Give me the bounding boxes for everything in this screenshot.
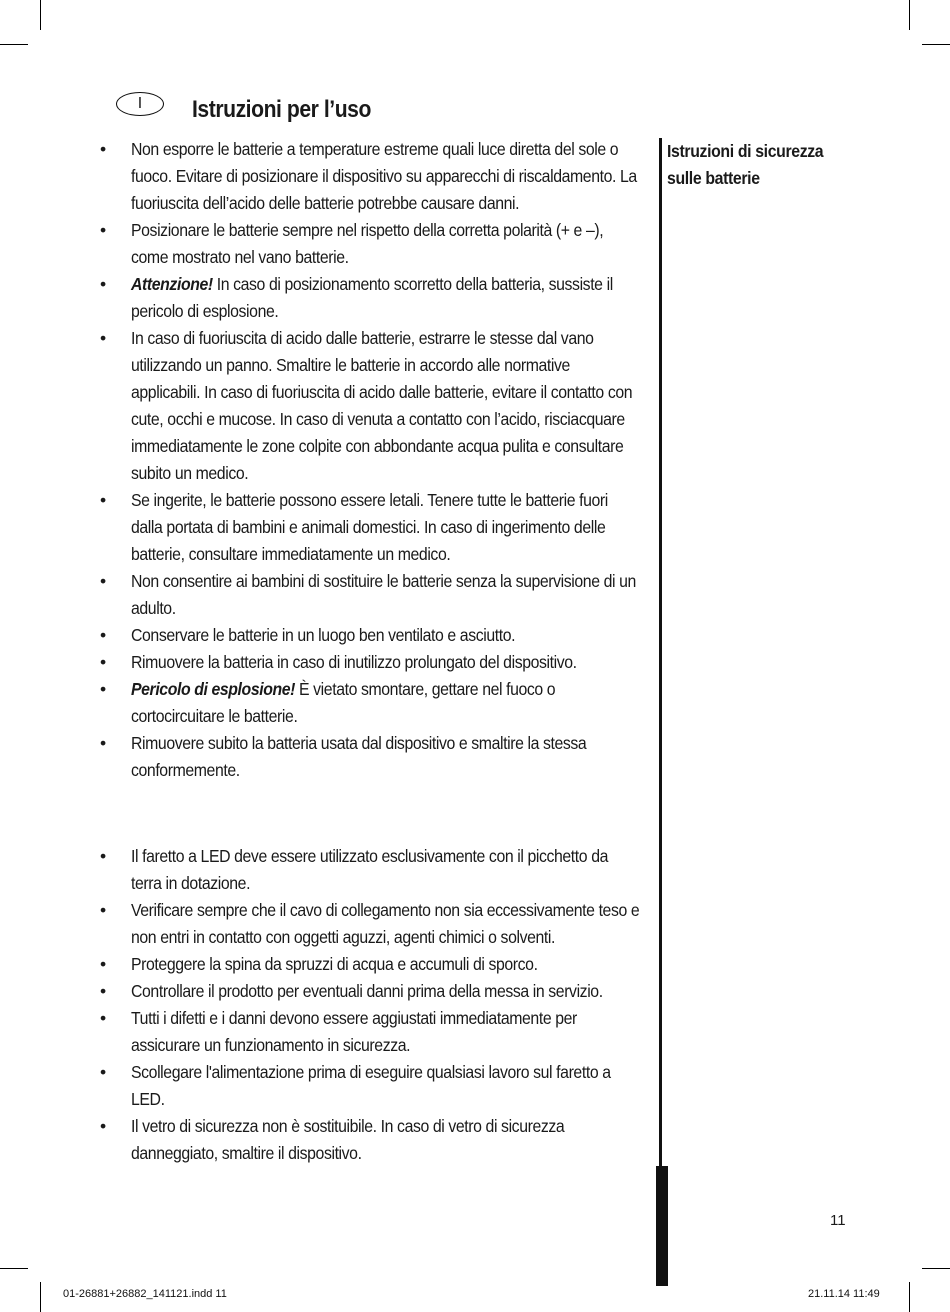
crop-mark [40, 1282, 41, 1312]
bullet-icon: • [100, 1062, 106, 1082]
instruction-text: Posizionare le batterie sempre nel rispetto della corretta polarità (+ e –), come mostrato nel vano batterie. [131, 220, 604, 267]
list-item [100, 649, 660, 676]
instruction-text: Conservare le batterie in un luogo ben ventilato e asciutto. [131, 625, 516, 645]
list-item-text [131, 951, 640, 978]
bullet-icon: • [100, 328, 106, 348]
warning-label: Attenzione! [131, 274, 213, 294]
bullet-icon: • [100, 220, 106, 240]
list-item-text [131, 730, 640, 784]
list-item [100, 951, 660, 978]
list-item [100, 897, 660, 951]
bullet-icon: • [100, 625, 106, 645]
list-item [100, 1113, 660, 1167]
list-item-text [131, 271, 640, 325]
instruction-text: Il faretto a LED deve essere utilizzato esclusivamente con il picchetto da terra in dotazione. [131, 846, 608, 893]
instruction-text: Non esporre le batterie a temperature estreme quali luce diretta del sole o fuoco. Evitare di posizionare il dispositivo su apparecchi di riscaldamento. La fuoriuscita dell’acido delle batterie potrebbe causare danni. [131, 139, 637, 213]
list-item-text [131, 217, 640, 271]
list-item [100, 622, 660, 649]
list-item [100, 271, 660, 325]
crop-mark [40, 0, 41, 30]
bullet-icon: • [100, 490, 106, 510]
instruction-text: Controllare il prodotto per eventuali danni prima della messa in servizio. [131, 981, 603, 1001]
bullet-icon: • [100, 846, 106, 866]
section-tab-marker [656, 1166, 668, 1286]
bullet-icon: • [100, 571, 106, 591]
crop-mark [0, 44, 28, 45]
list-item-text [131, 1005, 640, 1059]
list-item [100, 487, 660, 568]
bullet-icon: • [100, 733, 106, 753]
list-item-text [131, 622, 640, 649]
instruction-text: Se ingerite, le batterie possono essere letali. Tenere tutte le batterie fuori dalla portata di bambini e animali domestici. In caso di ingerimento delle batterie, consultare immediatamente un medico. [131, 490, 608, 564]
list-item-text [131, 1059, 640, 1113]
list-item [100, 978, 660, 1005]
list-item-text [131, 978, 640, 1005]
battery-safety-list [100, 136, 660, 784]
crop-mark [922, 44, 950, 45]
instruction-text: Verificare sempre che il cavo di collegamento non sia eccessivamente teso e non entri in contatto con oggetti aguzzi, agenti chimici o solventi. [131, 900, 640, 947]
list-item-text [131, 487, 640, 568]
bullet-icon: • [100, 139, 106, 159]
bullet-icon: • [100, 954, 106, 974]
bullet-icon: • [100, 274, 106, 294]
list-item-text [131, 325, 640, 487]
bullet-icon: • [100, 652, 106, 672]
list-item-text [131, 649, 640, 676]
instruction-text: In caso di fuoriuscita di acido dalle batterie, estrarre le stesse dal vano utilizzando un panno. Smaltire le batterie in accordo alle normative applicabili. In caso di fuoriuscita di acido dalle batterie, evitare il contatto con cute, occhi e mucose. In caso di venuta a contatto con l’acido, risciacquare immediatamente le zone colpite con abbondante acqua pulita e consultare subito un medico. [131, 328, 633, 483]
list-item-text [131, 568, 640, 622]
list-item-text [131, 843, 640, 897]
bullet-icon: • [100, 1116, 106, 1136]
instruction-text: Tutti i difetti e i danni devono essere aggiustati immediatamente per assicurare un funzionamento in sicurezza. [131, 1008, 577, 1055]
instruction-text: Rimuovere la batteria in caso di inutilizzo prolungato del dispositivo. [131, 652, 577, 672]
language-badge [116, 92, 164, 116]
crop-mark [909, 1282, 910, 1312]
bullet-icon: • [100, 679, 106, 699]
list-item [100, 730, 660, 784]
bullet-icon: • [100, 1008, 106, 1028]
list-item [100, 325, 660, 487]
list-item [100, 1005, 660, 1059]
footer-file-name: 01-26881+26882_141121.indd 11 [63, 1288, 227, 1300]
list-item [100, 136, 660, 217]
list-item [100, 676, 660, 730]
bullet-icon: • [100, 981, 106, 1001]
instruction-text: Il vetro di sicurezza non è sostituibile. In caso di vetro di sicurezza danneggiato, smaltire il dispositivo. [131, 1116, 565, 1163]
instruction-text: Rimuovere subito la batteria usata dal dispositivo e smaltire la stessa conformemente. [131, 733, 587, 780]
instruction-text: In caso di posizionamento scorretto della batteria, sussiste il pericolo di esplosione. [131, 274, 613, 321]
instruction-text: Scollegare l'alimentazione prima di eseguire qualsiasi lavoro sul faretto a LED. [131, 1062, 611, 1109]
footer-timestamp: 21.11.14 11:49 [808, 1288, 880, 1300]
instruction-text: È vietato smontare, gettare nel fuoco o cortocircuitare le batterie. [131, 679, 556, 726]
list-item [100, 843, 660, 897]
crop-mark [922, 1268, 950, 1269]
page-title: Istruzioni per l’uso [192, 96, 371, 123]
bullet-icon: • [100, 900, 106, 920]
instruction-text: Proteggere la spina da spruzzi di acqua e accumuli di sporco. [131, 954, 538, 974]
list-item-text [131, 897, 640, 951]
list-item-text [131, 1113, 640, 1167]
crop-mark [909, 0, 910, 30]
page-number: 11 [830, 1212, 846, 1229]
warning-label: Pericolo di esplosione! [131, 679, 296, 699]
language-code: I [137, 95, 143, 112]
product-safety-list [100, 843, 660, 1167]
sidebar-heading: Istruzioni di sicurezza sulle batterie [667, 141, 824, 188]
list-item [100, 217, 660, 271]
list-item-text [131, 676, 640, 730]
list-item-text [131, 136, 640, 217]
list-item [100, 568, 660, 622]
crop-mark [0, 1268, 28, 1269]
list-item [100, 1059, 660, 1113]
instruction-text: Non consentire ai bambini di sostituire le batterie senza la supervisione di un adulto. [131, 571, 636, 618]
